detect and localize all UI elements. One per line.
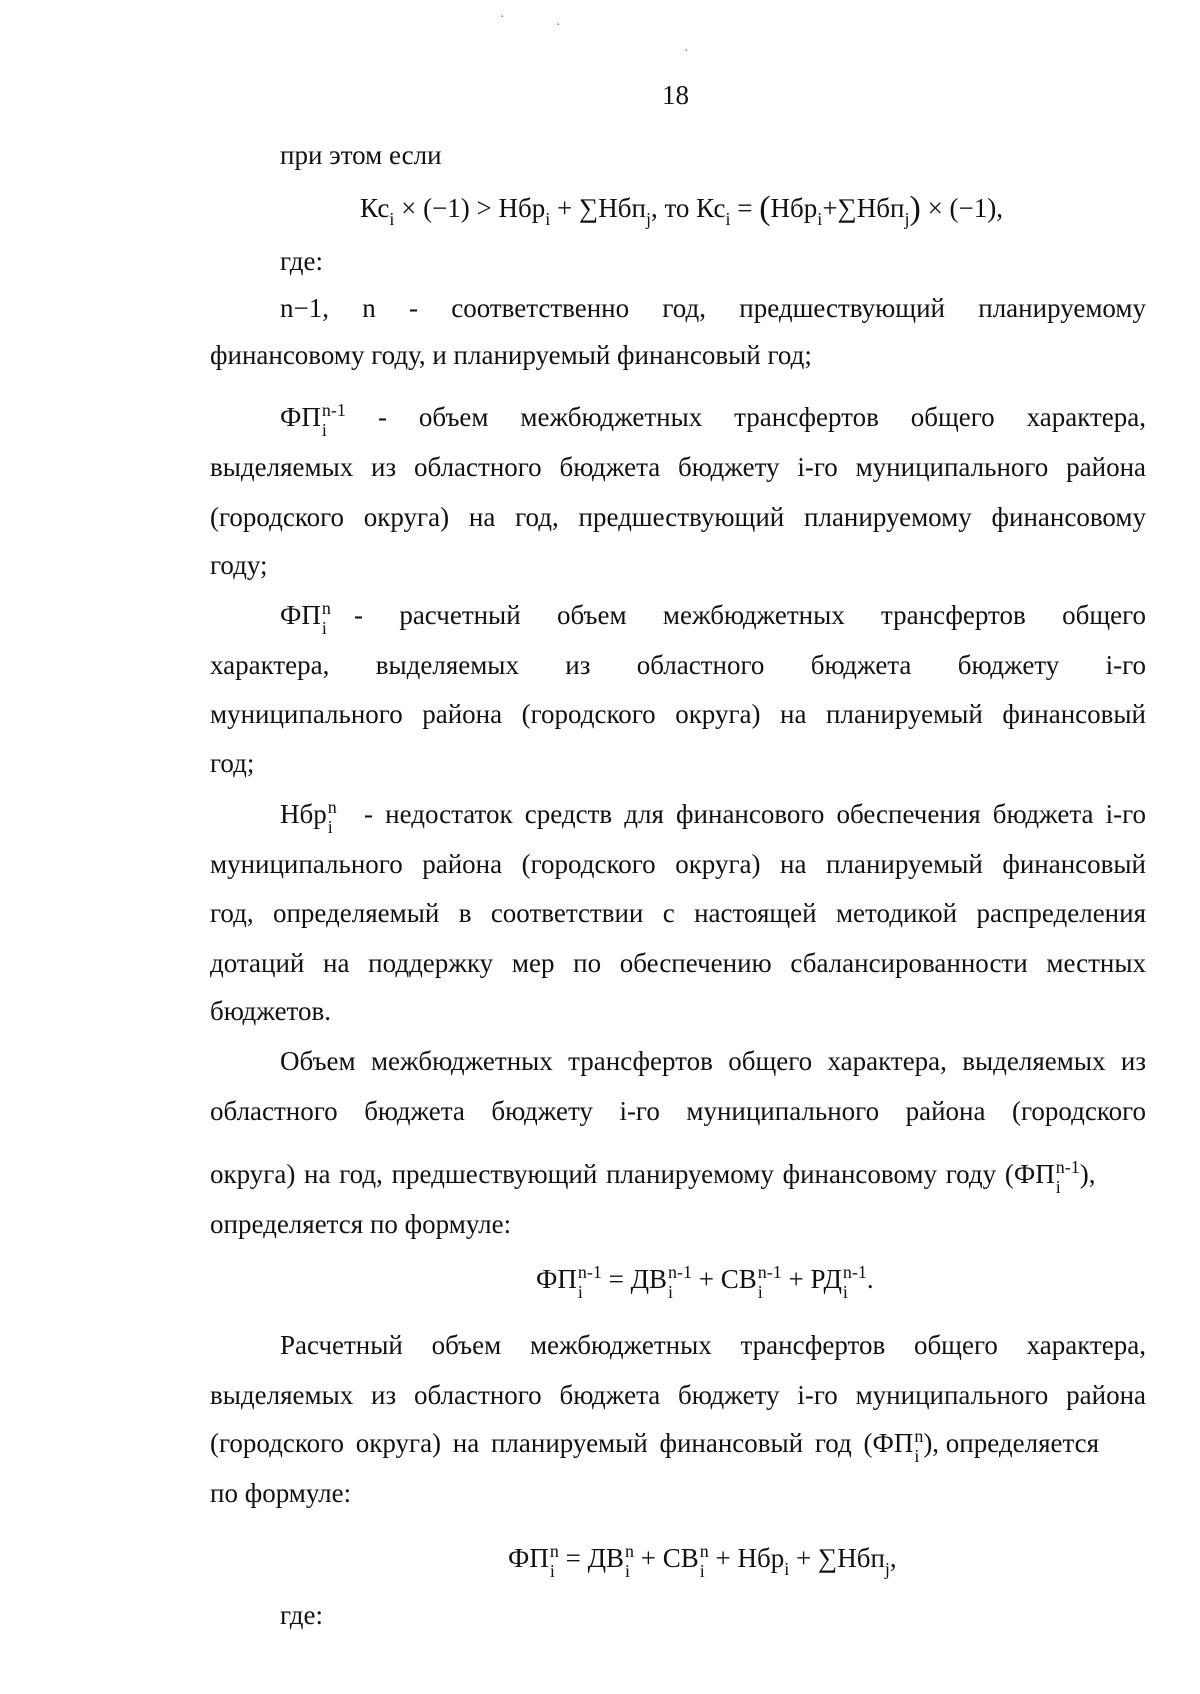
definition-nbr-line: год, определяемый в соответствии с настоящей методикой распределения [210, 898, 1146, 928]
scan-speck: · [556, 18, 561, 33]
paragraph-fp-plan-line: Расчетный объем межбюджетных трансфертов общего характера, [280, 1330, 1146, 1360]
scan-speck: · [500, 10, 505, 25]
paragraph-fp-prev-line: Объем межбюджетных трансфертов общего характера, выделяемых из [280, 1046, 1146, 1076]
scan-speck: · [684, 44, 689, 59]
formula-fp-plan: ФП n i = ДВ n i + СВ n i + Нбр$_i$ + ∑Нбп$_j$, [508, 1540, 897, 1581]
definition-fp-prev-line: году; [210, 550, 268, 580]
formula-ks-condition: $Кс_i \times (-1) > Нбр_i + \sum Нбп_j$, то $Кс_i = (Нбр_i+\sum Нбп_j) \times (-1)$, [360, 190, 1004, 229]
where-label: где: [280, 246, 323, 276]
definition-fp-plan-line: - расчетный объем межбюджетных трансфертов общего [354, 600, 1146, 630]
definition-fp-plan-line: характера, выделяемых из областного бюджета бюджету i-го [210, 650, 1146, 680]
intro-line: при этом если [280, 140, 442, 170]
definition-nbr-line: бюджетов. [210, 996, 331, 1026]
fp-plan-symbol: ФП n i [280, 597, 331, 638]
definition-nbr-line: дотаций на поддержку мер по обеспечению сбалансированности местных [210, 948, 1146, 978]
paragraph-fp-prev-line: областного бюджета бюджету i-го муниципального района (городского [210, 1096, 1146, 1126]
paragraph-fp-plan-line: (городского округа) на планируемый финансовый год (ФП n i ), определяется [210, 1425, 1100, 1466]
definition-fp-prev-line: - объем межбюджетных трансфертов общего характера, [378, 402, 1146, 432]
definition-fp-plan-line: год; [210, 748, 255, 778]
definition-n-line: финансовому году, и планируемый финансовый год; [210, 340, 812, 370]
paragraph-fp-prev-line: определяется по формуле: [210, 1209, 512, 1239]
definition-fp-prev-line: (городского округа) на год, предшествующий планируемому финансовому [210, 502, 1146, 532]
where-label: где: [280, 1600, 323, 1630]
formula-fp-prev: ФП n-1 i = ДВ n-1 i + СВ n-1 i + РД n-1 i . [536, 1261, 874, 1302]
nbr-symbol: Нбр n i [280, 796, 337, 837]
definition-nbr-line: муниципального района (городского округа) на планируемый финансовый [210, 849, 1146, 879]
paragraph-fp-plan-line: выделяемых из областного бюджета бюджету i-го муниципального района [210, 1380, 1146, 1410]
definition-n-line: n−1, n - соответственно год, предшествующий планируемому [280, 293, 1146, 323]
fp-prev-symbol: ФП n-1 i [280, 399, 346, 440]
definition-nbr-line: - недостаток средств для финансового обеспечения бюджета i-го [364, 799, 1146, 829]
paragraph-fp-plan-line: по формуле: [210, 1478, 352, 1508]
paragraph-fp-prev-line: округа) на год, предшествующий планируемому финансовому году (ФП n-1 i ), [210, 1156, 1096, 1197]
definition-fp-plan-line: муниципального района (городского округа) на планируемый финансовый [210, 699, 1146, 729]
definition-fp-prev-line: выделяемых из областного бюджета бюджету i-го муниципального района [210, 452, 1146, 482]
page-number: 18 [662, 80, 689, 110]
